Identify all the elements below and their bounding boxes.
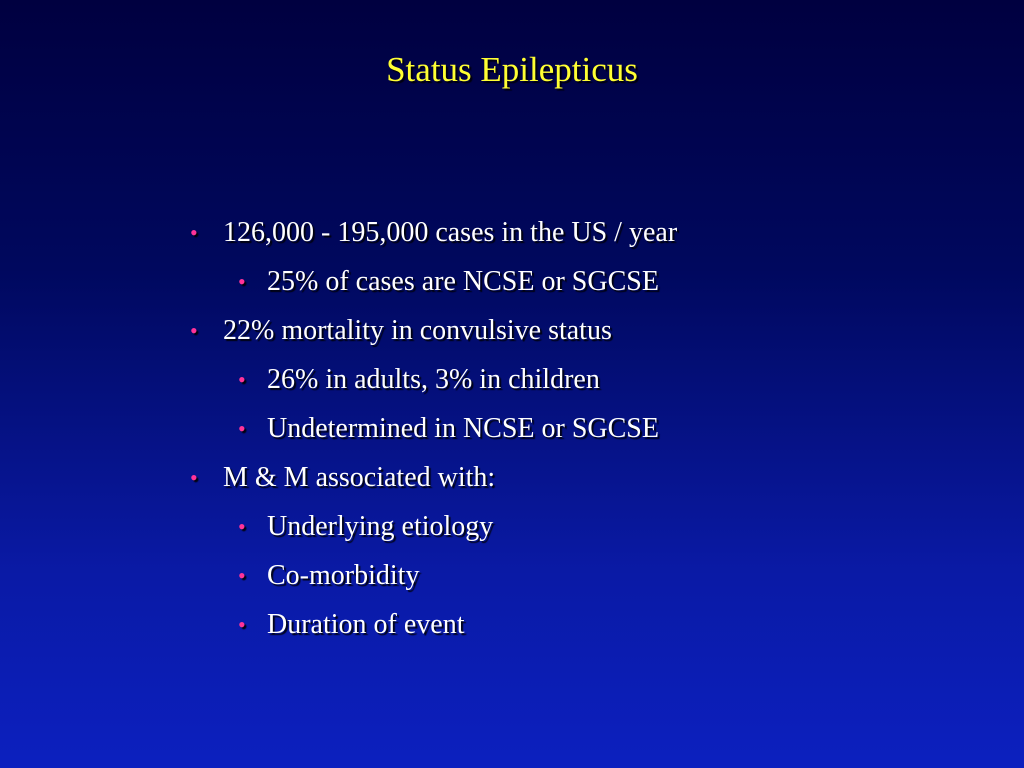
bullet-icon: • xyxy=(238,612,246,637)
bullet-icon: • xyxy=(190,465,198,490)
bullet-text: Undetermined in NCSE or SGCSE xyxy=(267,413,659,444)
bullet-icon: • xyxy=(238,269,246,294)
sub-bullet-item-2 xyxy=(188,360,677,409)
bullet-text: Duration of event xyxy=(267,609,465,640)
bullet-item-2 xyxy=(188,311,677,360)
bullet-list xyxy=(188,213,677,654)
bullet-text: Underlying etiology xyxy=(267,511,494,542)
bullet-item-1 xyxy=(188,213,677,262)
bullet-icon: • xyxy=(190,220,198,245)
sub-bullet-item-4 xyxy=(188,507,677,556)
bullet-icon: • xyxy=(190,318,198,343)
bullet-icon: • xyxy=(238,416,246,441)
sub-bullet-item-3 xyxy=(188,409,677,458)
bullet-icon: • xyxy=(238,563,246,588)
sub-bullet-item-6 xyxy=(188,605,677,654)
bullet-text: 126,000 - 195,000 cases in the US / year xyxy=(223,217,678,248)
bullet-text: 26% in adults, 3% in children xyxy=(267,364,600,395)
bullet-text: M & M associated with: xyxy=(223,462,496,493)
bullet-text: 22% mortality in convulsive status xyxy=(223,315,612,346)
sub-bullet-item-1 xyxy=(188,262,677,311)
sub-bullet-item-5 xyxy=(188,556,677,605)
bullet-icon: • xyxy=(238,514,246,539)
slide-title: Status Epilepticus xyxy=(386,50,638,89)
bullet-text: Co-morbidity xyxy=(267,560,420,591)
bullet-text: 25% of cases are NCSE or SGCSE xyxy=(267,266,659,297)
bullet-icon: • xyxy=(238,367,246,392)
bullet-item-3 xyxy=(188,458,677,507)
